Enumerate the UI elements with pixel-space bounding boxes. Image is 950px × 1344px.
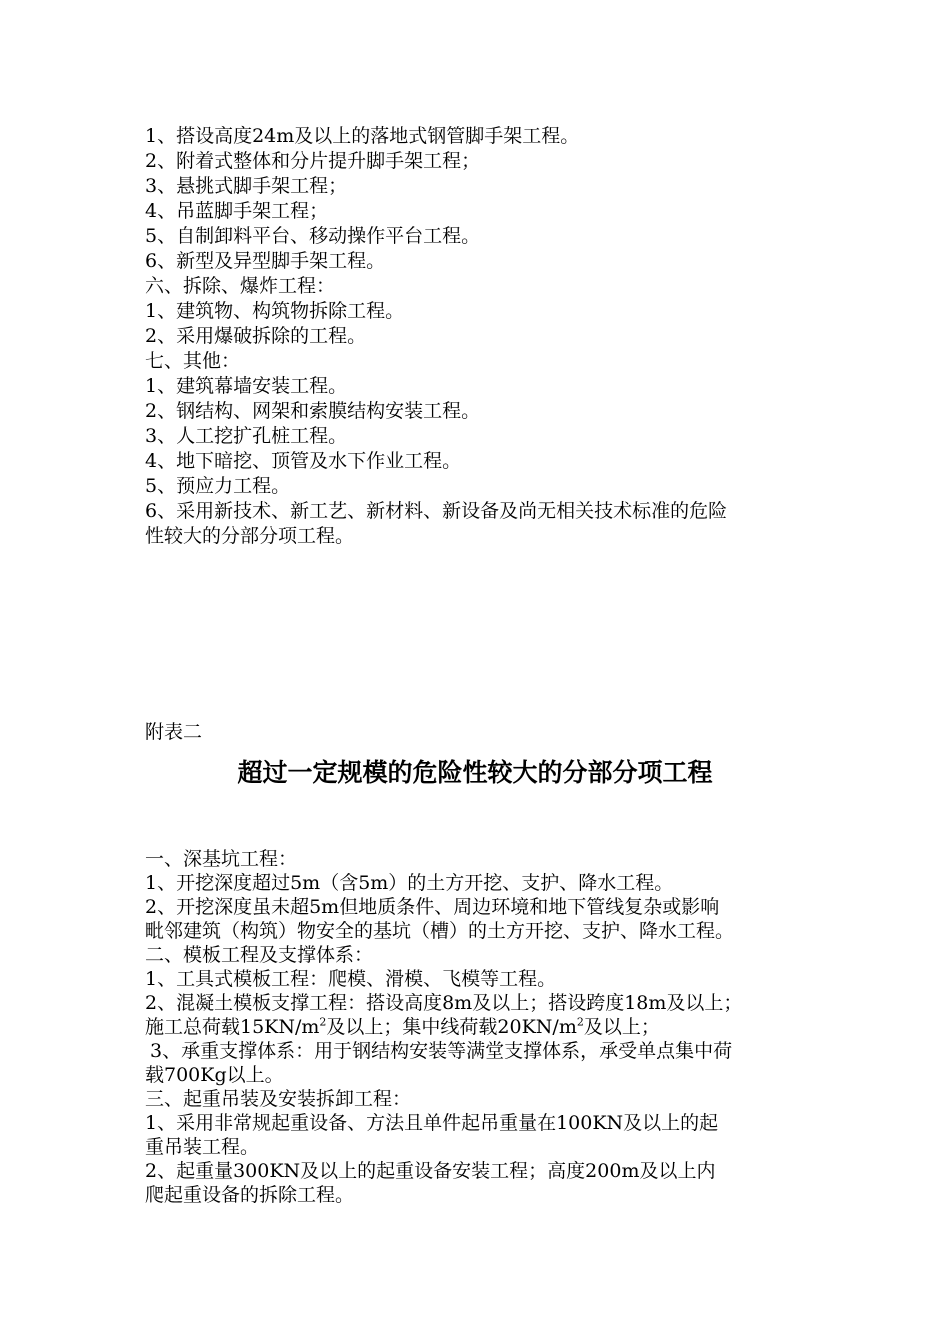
list-item: 1、采用非常规起重设备、方法且单件起吊重量在100KN及以上的起 xyxy=(145,1112,719,1134)
page-title: 超过一定规模的危险性较大的分部分项工程 xyxy=(237,758,713,787)
list-item: 5、预应力工程。 xyxy=(145,475,291,497)
list-item: 3、承重支撑体系：用于钢结构安装等满堂支撑体系，承受单点集中荷 xyxy=(150,1040,733,1062)
list-item: 2、起重量300KN及以上的起重设备安装工程；高度200m及以上内 xyxy=(145,1160,716,1182)
hazard-list-continued xyxy=(145,124,825,549)
superscript: 2 xyxy=(576,1015,584,1029)
list-item: 1、开挖深度超过5m（含5m）的土方开挖、支护、降水工程。 xyxy=(145,872,674,894)
section-heading: 七、其他： xyxy=(145,350,241,372)
list-item: 1、搭设高度24m及以上的落地式钢管脚手架工程。 xyxy=(145,125,580,147)
section-heading: 一、深基坑工程： xyxy=(145,848,298,870)
load-text: 及以上； xyxy=(583,1016,660,1038)
section-heading: 二、模板工程及支撑体系： xyxy=(145,944,374,966)
list-item: 6、采用新技术、新工艺、新材料、新设备及尚无相关技术标准的危险 xyxy=(145,500,728,522)
list-item-continuation: 性较大的分部分项工程。 xyxy=(145,525,355,547)
list-item-continuation: 载700Kg以上。 xyxy=(145,1064,284,1086)
load-text: 施工总荷载15KN/m xyxy=(145,1016,320,1038)
superscript: 2 xyxy=(319,1015,327,1029)
list-item-continuation: 重吊装工程。 xyxy=(145,1136,260,1158)
list-item: 2、附着式整体和分片提升脚手架工程； xyxy=(145,150,481,172)
list-item: 5、自制卸料平台、移动操作平台工程。 xyxy=(145,225,481,247)
list-item: 1、建筑幕墙安装工程。 xyxy=(145,375,348,397)
list-item: 6、新型及异型脚手架工程。 xyxy=(145,250,386,272)
list-item: 2、开挖深度虽未超5m但地质条件、周边环境和地下管线复杂或影响 xyxy=(145,896,720,918)
load-text: 及以上；集中线荷载20KN/m xyxy=(326,1016,577,1038)
list-item: 3、悬挑式脚手架工程； xyxy=(145,175,348,197)
list-item-continuation xyxy=(145,1015,825,1039)
section-heading: 三、起重吊装及安装拆卸工程： xyxy=(145,1088,412,1110)
list-item: 4、吊蓝脚手架工程； xyxy=(145,200,329,222)
list-item: 3、人工挖扩孔桩工程。 xyxy=(145,425,348,447)
list-item: 2、混凝土模板支撑工程：搭设高度8m及以上；搭设跨度18m及以上； xyxy=(145,992,743,1014)
list-item: 4、地下暗挖、顶管及水下作业工程。 xyxy=(145,450,462,472)
list-item-continuation: 爬起重设备的拆除工程。 xyxy=(145,1184,355,1206)
appendix-label: 附表二 xyxy=(145,721,203,743)
list-item: 1、工具式模板工程：爬模、滑模、飞模等工程。 xyxy=(145,968,557,990)
list-item: 2、钢结构、网架和索膜结构安装工程。 xyxy=(145,400,481,422)
large-scale-hazard-list xyxy=(145,847,825,1207)
list-item: 1、建筑物、构筑物拆除工程。 xyxy=(145,300,405,322)
section-heading: 六、拆除、爆炸工程： xyxy=(145,275,336,297)
list-item-continuation: 毗邻建筑（构筑）物安全的基坑（槽）的土方开挖、支护、降水工程。 xyxy=(145,920,735,942)
list-item: 2、采用爆破拆除的工程。 xyxy=(145,325,367,347)
